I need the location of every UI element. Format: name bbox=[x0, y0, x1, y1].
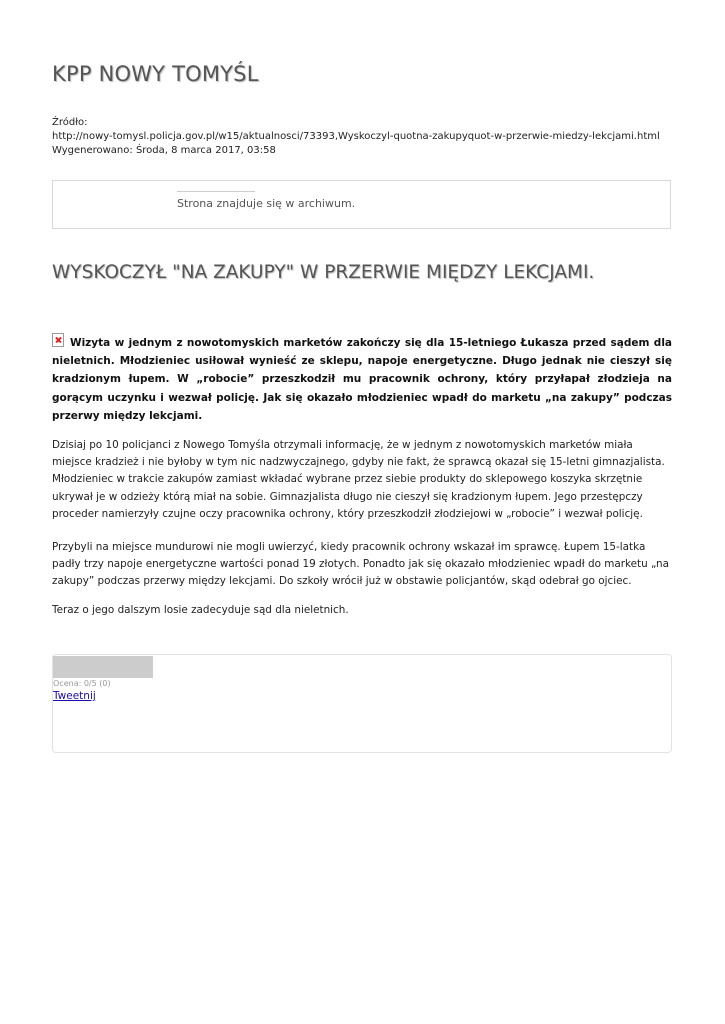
site-title: KPP NOWY TOMYŚL bbox=[52, 62, 259, 86]
archive-divider bbox=[177, 191, 255, 192]
source-url: http://nowy-tomysl.policja.gov.pl/w15/aktualnosci/73393,Wyskoczyl-quotna-zakupyquot-w-przerwie-miedzy-lekcjami.html bbox=[52, 131, 660, 142]
generated-date: Wygenerowano: Środa, 8 marca 2017, 03:58 bbox=[52, 145, 276, 156]
article-title: WYSKOCZYŁ "NA ZAKUPY" W PRZERWIE MIĘDZY LEKCJAMI. bbox=[52, 262, 595, 283]
article-paragraph: Teraz o jego dalszym losie zadecyduje sąd dla nieletnich. bbox=[52, 604, 349, 616]
article-paragraph: Dzisiaj po 10 policjanci z Nowego Tomyśla otrzymali informację, że w jednym z nowotomyskich marketów miała miejsce kradzież i nie byłoby w tym nic nadzwyczajnego, gdyby nie fakt, że sprawcą okazał się 15-letni gimnazjalista. Młodzieniec w trakcie zakupów zamiast wkładać wybrane przez siebie produkty do sklepowego koszyka skrzętnie ukrywał je w odzieży którą miał na sobie. Gimnazjalista długo nie cieszył się kradzionym łupem. Jego przestępczy proceder namierzyły czujne oczy pracownika ochrony, który przeszkodził złodziejowi w „robocie” i wezwał policję. bbox=[52, 439, 665, 520]
rating-text: Ocena: 0/5 (0) bbox=[53, 679, 111, 688]
broken-image-icon bbox=[52, 333, 64, 347]
article-paragraph: Przybyli na miejsce mundurowi nie mogli uwierzyć, kiedy pracownik ochrony wskazał im sprawcę. Łupem 15-latka padły trzy napoje energetyczne wartości ponad 19 złotych. Ponadto jak się okazało młodzieniec wpadł do marketu „na zakupy” podczas przerwy między lekcjami. Do szkoły wrócił już w obstawie policjantów, skąd odebrał go ojciec. bbox=[52, 541, 669, 588]
tweet-link[interactable]: Tweetnij bbox=[53, 690, 96, 702]
source-label: Źródło: bbox=[52, 117, 88, 128]
rating-box bbox=[52, 654, 672, 753]
archive-notice: Strona znajduje się w archiwum. bbox=[177, 197, 356, 210]
archive-notice-box bbox=[52, 180, 671, 229]
meta-info bbox=[52, 116, 660, 158]
lead-text: Wizyta w jednym z nowotomyskich marketów zakończy się dla 15-letniego Łukasza przed sądem dla nieletnich. Młodzieniec usiłował wynieść ze sklepu, napoje energetyczne. Długo jednak nie cieszył się kradzionym łupem. W „robocie” przeszkodził mu pracownik ochrony, który przyłapał złodzieja na gorącym uczynku i wezwał policję. Jak się okazało młodzieniec wpadł do marketu „na zakupy” podczas przerwy między lekcjami. bbox=[52, 337, 672, 422]
rating-stars-bar[interactable] bbox=[53, 656, 153, 678]
article-lead bbox=[52, 333, 672, 425]
